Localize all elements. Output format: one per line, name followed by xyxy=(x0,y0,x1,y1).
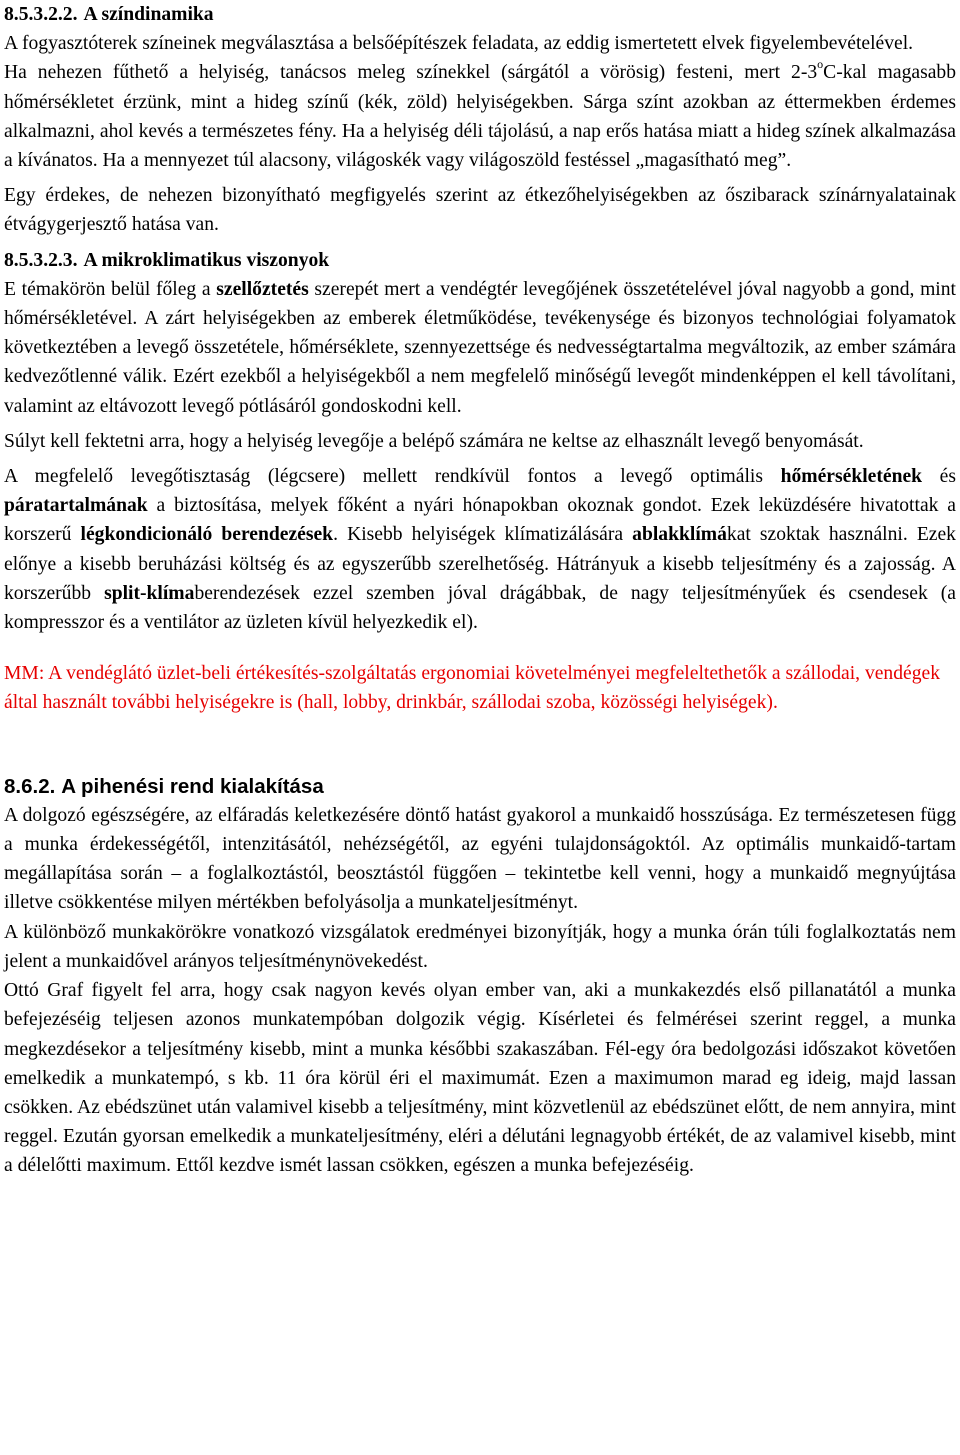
bold-term: hőmérsékletének xyxy=(780,466,923,488)
section-title: A mikroklimatikus viszonyok xyxy=(83,249,330,271)
paragraph: A különböző munkakörökre vonatkozó vizsgálatok eredményei bizonyítják, hogy a munka órán túli foglalkoztatás nem jelent a munkaidővel arányos teljesítménynövekedést. xyxy=(4,921,956,972)
paragraph: A fogyasztóterek színeinek megválasztása a belsőépítészek feladata, az eddig ismertetett elvek figyelembevételével. xyxy=(4,33,914,55)
paragraph: Súlyt kell fektetni arra, hogy a helyiség levegője a belépő számára ne keltse az elhasznált levegő benyomását. xyxy=(4,430,864,452)
paragraph xyxy=(4,462,956,637)
bold-term: páratartalmának xyxy=(4,495,148,517)
section-number: 8.5.3.2.2. xyxy=(4,4,78,25)
text-run: A megfelelő levegőtisztaság (légcsere) mellett rendkívül fontos a levegő optimális xyxy=(4,466,781,488)
text-run: szerepét mert a vendégtér levegőjének összetételével jóval nagyobb a gond, mint hőmérsékletével. A zárt helyiségekben az emberek életműködése, tevékenysége és bizonyos technológiai folyamatok következtében a levegő összetétele, hőmérséklete, szennyezettsége és nedvességtartalma megváltozik, az ember számára kedvezőtlenné válik. Ezért ezekből a helyiségekből a nem megfelelő minőségű levegőt mindenképpen el kell távolítani, valamint az eltávozott levegő pótlásáról gondoskodni kell. xyxy=(4,278,956,417)
bold-term: split-klíma xyxy=(104,582,195,604)
section-title: A színdinamika xyxy=(83,4,214,25)
paragraph: A dolgozó egészségére, az elfáradás keletkezésére döntő hatást gyakorol a munkaidő hosszúsága. Ez természetesen függ a munka érdekességétől, intenzitásától, nehézségétől, az egyéni tulajdonságoktól. Az optimális munkaidő-tartam megállapítása során – a foglalkoztástól, beosztástól függően – tekintetbe kell venni, hogy a munkaidő megnyújtása illetve csökkentése milyen mértékben befolyásolja a munkateljesítményt. xyxy=(4,804,956,914)
text-run: E témakörön belül főleg a xyxy=(4,278,217,300)
text-run: és xyxy=(922,466,956,488)
paragraph: Ottó Graf figyelt fel arra, hogy csak nagyon kevés olyan ember van, aki a munkakezdés első pillanatától a munka befejezéséig teljesen azonos munkatempóban dolgozik végig. Kísérletei és felmérései szerint reggel, a munka megkezdésekor a teljesítmény kisebb, mint a munka későbbi szakaszában. Fél-egy óra bedolgozási időszakot követően emelkedik a munkatempó, s kb. 11 óra körül éri el maximumát. Ezen a maximumon marad eg ideig, majd lassan csökken. Az ebédszünet után valamivel kisebb a teljesítmény, mint közvetlenül az ebédszünet előtt, de nem annyira, mint reggel. Ezután gyorsan emelkedik a munkateljesítmény, eléri a délutáni legnagyobb értékét, de az valamivel kisebb, mint a délelőtti maximum. Ettől kezdve ismét lassan csökken, egészen a munka befejezéséig. xyxy=(4,980,956,1177)
text-run: Ha nehezen fűthető a helyiség, tanácsos meleg színekkel (sárgától a vörösig) festeni, mert 2-3 xyxy=(4,62,818,84)
text-run: berendezések ezzel szemben jóval drágábbak, de nagy teljesítményűek és csendesek (a kompresszor és a ventilátor az üzleten kívül helyezkedik el). xyxy=(4,582,956,634)
section-number: 8.5.3.2.3. xyxy=(4,249,78,271)
section-heading-szindinamika xyxy=(4,0,956,29)
paragraph xyxy=(4,275,956,421)
text-run: a biztosítása, melyek főként a nyári hónapokban okoznak gondot. Ezek leküzdésére hivatottak a korszerű xyxy=(4,495,956,546)
bold-term: szellőztetés xyxy=(216,278,309,300)
paragraph xyxy=(4,58,956,175)
note-mm: MM: A vendéglátó üzlet-beli értékesítés-szolgáltatás ergonomiai követelményei megfeleltethetők a szállodai, vendégek által használt további helyiségekre is (hall, lobby, drinkbár, szállodai szoba, közösségi helyiségek). xyxy=(4,663,941,714)
section-heading-mikroklima xyxy=(4,246,956,275)
document-page xyxy=(4,0,956,1181)
bold-term: ablakklímá xyxy=(632,524,727,546)
section-heading-pihenesi-rend xyxy=(4,772,956,801)
text-run: C-kal magasabb hőmérsékletet érzünk, mint a hideg színű (kék, zöld) helyiségekben. Sárga színt azokban az éttermekben érdemes alkalmazni, ahol kevés a természetes fény. Ha a helyiség déli tájolású, a nap erős hatása miatt a hideg színek alkalmazása a kívánatos. Ha a mennyezet túl alacsony, világoskék vagy világoszöld festéssel „magasítható meg”. xyxy=(4,62,956,172)
degree-superscript: o xyxy=(817,56,824,71)
text-run: kat szoktak használni. Ezek előnye a kisebb beruházási költség és az egyszerűbb szerelhetőség. Hátrányuk a kisebb teljesítmény és a zajosság. A korszerűbb xyxy=(4,524,956,604)
paragraph: Egy érdekes, de nehezen bizonyítható megfigyelés szerint az étkezőhelyiségekben az őszibarack színárnyalatainak étvágygerjesztő hatása van. xyxy=(4,185,956,236)
text-run: . Kisebb helyiségek klímatizálására xyxy=(333,524,633,546)
section-number: 8.6.2. xyxy=(4,774,56,798)
section-title: A pihenési rend kialakítása xyxy=(61,774,324,798)
bold-term: légkondicionáló berendezések xyxy=(80,524,334,546)
